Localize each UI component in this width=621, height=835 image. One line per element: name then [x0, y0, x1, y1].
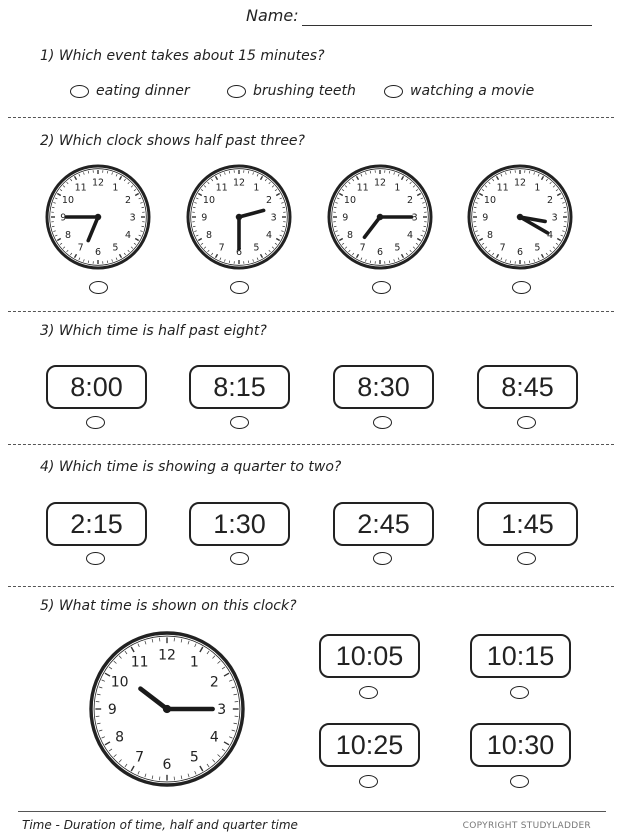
question-5-text: 5) What time is shown on this clock?	[40, 598, 297, 614]
clock-number: 1	[394, 182, 401, 194]
clock-number: 7	[77, 242, 84, 254]
q3-answer-bubble-1[interactable]	[86, 416, 105, 429]
clock-center	[517, 214, 523, 220]
clock-number: 7	[218, 242, 225, 254]
q4-time-option-2[interactable]: 1:30	[189, 502, 290, 546]
answer-bubble[interactable]	[70, 85, 89, 98]
question-1-text: 1) Which event takes about 15 minutes?	[40, 48, 325, 64]
answer-bubble[interactable]	[384, 85, 403, 98]
q5-answer-bubble-1[interactable]	[359, 686, 378, 699]
q5-answer-bubble-4[interactable]	[510, 775, 529, 788]
clock-number: 7	[499, 242, 506, 254]
clock-number: 10	[202, 195, 216, 207]
q4-answer-bubble-4[interactable]	[517, 552, 536, 565]
clock-number: 7	[135, 749, 145, 766]
clock-number: 11	[74, 182, 87, 194]
clock-number: 12	[91, 177, 105, 189]
clock-number: 11	[496, 182, 509, 194]
section-divider	[8, 444, 614, 445]
clock-number: 5	[189, 749, 199, 766]
clock-number: 2	[125, 195, 132, 207]
q5-time-option-3[interactable]: 10:25	[319, 723, 420, 767]
clock-number: 7	[359, 242, 366, 254]
clock-number: 12	[513, 177, 527, 189]
q2-answer-bubble-3[interactable]	[372, 281, 391, 294]
clock-number: 9	[342, 212, 349, 224]
q3-time-option-3[interactable]: 8:30	[333, 365, 434, 409]
q3-time-option-4[interactable]: 8:45	[477, 365, 578, 409]
clock-number: 10	[61, 195, 75, 207]
clock-number: 6	[235, 247, 243, 259]
clock-number: 5	[253, 242, 260, 254]
clock-face	[91, 633, 243, 785]
clock-face	[47, 166, 149, 268]
clock-number: 12	[373, 177, 387, 189]
clock-number: 12	[158, 647, 176, 664]
clock-center	[163, 705, 171, 713]
q3-answer-bubble-2[interactable]	[230, 416, 249, 429]
clock-number: 9	[482, 212, 489, 224]
q5-answer-bubble-3[interactable]	[359, 775, 378, 788]
clock-number: 2	[407, 195, 414, 207]
clock-number: 11	[356, 182, 369, 194]
clock-number: 1	[189, 654, 199, 671]
clock-number: 12	[232, 177, 246, 189]
clock-number: 11	[130, 654, 149, 671]
clock-number: 3	[217, 702, 227, 719]
option-label: watching a movie	[410, 83, 535, 99]
clock-number: 10	[110, 674, 129, 691]
clock-number: 3	[551, 212, 558, 224]
clock-number: 4	[407, 229, 414, 241]
clock-number: 11	[215, 182, 228, 194]
q4-time-option-4[interactable]: 1:45	[477, 502, 578, 546]
q4-answer-bubble-3[interactable]	[373, 552, 392, 565]
q2-answer-bubble-1[interactable]	[89, 281, 108, 294]
clock-number: 6	[516, 247, 524, 259]
option-label: brushing teeth	[253, 83, 356, 99]
clock-number: 3	[270, 212, 277, 224]
section-divider	[8, 117, 614, 118]
clock-number: 8	[115, 729, 125, 746]
q4-time-option-1[interactable]: 2:15	[46, 502, 147, 546]
clock-number: 3	[129, 212, 136, 224]
footer-copyright: COPYRIGHT STUDYLADDER	[462, 821, 591, 831]
question-4-text: 4) Which time is showing a quarter to two?	[40, 459, 342, 475]
clock-number: 1	[253, 182, 260, 194]
answer-bubble[interactable]	[227, 85, 246, 98]
clock-number: 1	[534, 182, 541, 194]
question-3-text: 3) Which time is half past eight?	[40, 323, 267, 339]
clock-number: 9	[60, 212, 67, 224]
clock-number: 2	[266, 195, 273, 207]
q2-clocks	[0, 160, 621, 302]
q3-answer-bubble-4[interactable]	[517, 416, 536, 429]
clock-face	[188, 166, 290, 268]
clock-number: 4	[547, 229, 554, 241]
section-divider	[8, 586, 614, 587]
option-label: eating dinner	[96, 83, 190, 99]
clock-face	[329, 166, 431, 268]
q1-option-3[interactable]	[384, 83, 534, 99]
clock-number: 2	[209, 674, 219, 691]
q3-answer-bubble-3[interactable]	[373, 416, 392, 429]
clock-number: 5	[112, 242, 119, 254]
clock-face	[469, 166, 571, 268]
section-divider	[8, 311, 614, 312]
clock-number: 9	[107, 702, 117, 719]
q1-option-2[interactable]	[227, 83, 356, 99]
clock-number: 8	[205, 229, 212, 241]
clock-number: 8	[346, 229, 353, 241]
clock-number: 5	[394, 242, 401, 254]
clock-number: 10	[343, 195, 357, 207]
q3-time-option-2[interactable]: 8:15	[189, 365, 290, 409]
clock-number: 6	[376, 247, 384, 259]
clock-number: 4	[209, 729, 219, 746]
question-2-text: 2) Which clock shows half past three?	[40, 133, 305, 149]
q5-time-option-1[interactable]: 10:05	[319, 634, 420, 678]
q5-time-option-4[interactable]: 10:30	[470, 723, 571, 767]
clock-number: 10	[483, 195, 497, 207]
q5-clock	[86, 628, 248, 790]
clock-number: 8	[64, 229, 71, 241]
footer-divider	[18, 811, 606, 812]
clock-number: 4	[125, 229, 132, 241]
q5-answer-bubble-2[interactable]	[510, 686, 529, 699]
clock-number: 8	[486, 229, 493, 241]
q3-time-option-1[interactable]: 8:00	[46, 365, 147, 409]
name-label: Name:	[246, 6, 299, 25]
q5-time-option-2[interactable]: 10:15	[470, 634, 571, 678]
q4-answer-bubble-2[interactable]	[230, 552, 249, 565]
clock-number: 3	[411, 212, 418, 224]
footer-title: Time - Duration of time, half and quarter time	[22, 818, 298, 832]
q2-answer-bubble-4[interactable]	[512, 281, 531, 294]
clock-number: 6	[162, 756, 172, 773]
clock-number: 2	[547, 195, 554, 207]
clock-center	[377, 214, 383, 220]
q1-option-1[interactable]	[70, 83, 190, 99]
clock-number: 5	[534, 242, 541, 254]
clock-number: 6	[94, 247, 102, 259]
clock-number: 1	[112, 182, 119, 194]
q2-answer-bubble-2[interactable]	[230, 281, 249, 294]
q4-time-option-3[interactable]: 2:45	[333, 502, 434, 546]
clock-center	[236, 214, 242, 220]
name-field[interactable]	[302, 25, 592, 26]
q4-answer-bubble-1[interactable]	[86, 552, 105, 565]
clock-number: 4	[266, 229, 273, 241]
clock-center	[95, 214, 101, 220]
clock-number: 9	[201, 212, 208, 224]
